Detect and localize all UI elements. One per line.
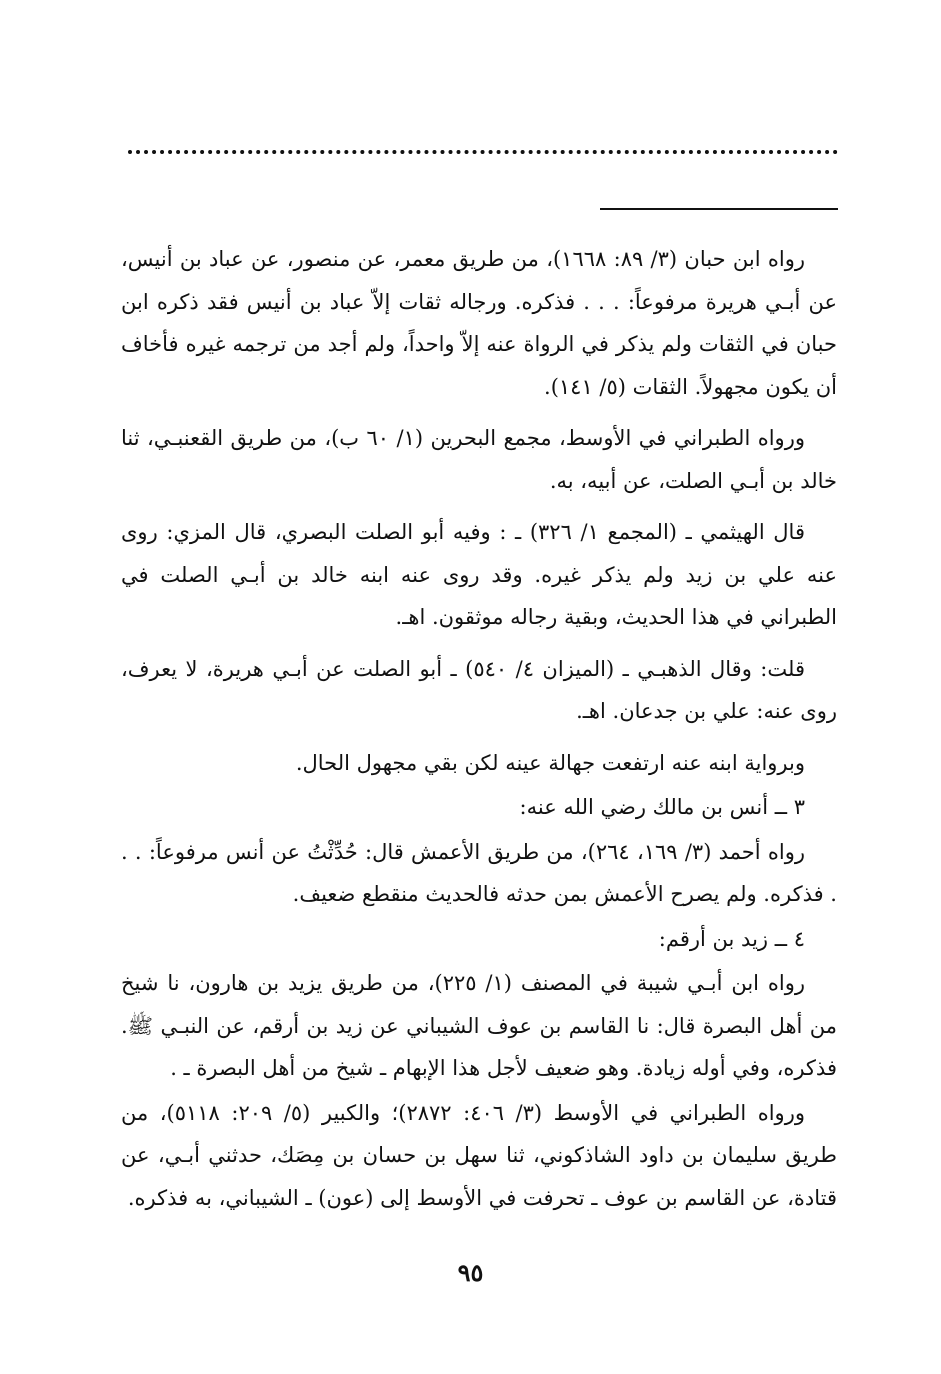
- section-heading-zayd: ٤ ــ زيد بن أرقم:: [658, 926, 805, 951]
- section-heading-anas: ٣ ــ أنس بن مالك رضي الله عنه:: [519, 795, 805, 819]
- paragraph-haythami: قال الهيثمي ـ (المجمع ١/ ٣٢٦) ـ : وفيه أبو الصلت البصري، قال المزي: روى عنه علي بن زيد ولم يذكر غيره. وقد روى عنه ابنه خالد بن أبـي الصلت في الطبراني في هذا الحديث، وبقية رجاله موثقون. اهـ.: [121, 520, 837, 629]
- footnote-rule: [600, 208, 838, 210]
- page-number: ٩٥: [457, 1258, 484, 1287]
- paragraph-ibn-abi-shayba: رواه ابن أبـي شيبة في المصنف (١/ ٢٢٥)، من طريق يزيد بن هارون، نا شيخ من أهل البصرة قال: نا القاسم بن عوف الشيباني عن زيد بن أرقم، عن النبـي ﷺ. فذكره، وفي أوله زيادة. وهو ضعيف لأجل هذا الإبهام ـ شيخ من أهل البصرة ـ .: [121, 971, 837, 1080]
- paragraph-dhahabi: قلت: وقال الذهبـي ـ (الميزان ٤/ ٥٤٠) ـ أبو الصلت عن أبـي هريرة، لا يعرف، روى عنه: علي بن جدعان. اهـ.: [121, 656, 837, 723]
- paragraph-ibn-hibban: رواه ابن حبان (٣/ ٨٩: ١٦٦٨)، من طريق معمر، عن منصور، عن عباد بن أنيس، عن أبـي هريرة مرفوعاً: . . . فذكره. ورجاله ثقات إلاّ عباد بن أنيس فقد ذكره ابن حبان في الثقات ولم يذكر في الرواة عنه إلاّ واحداً، ولم أجد من ترجمه غيره فأخاف أن يكون مجهولاً. الثقات (٥/ ١٤١).: [121, 247, 837, 399]
- dotted-separator: [128, 150, 838, 154]
- paragraph-tabarani-awsat: ورواه الطبراني في الأوسط، مجمع البحرين (١/ ٦٠ ب)، من طريق القعنبـي، ثنا خالد بن أبـي الصلت، عن أبيه، به.: [121, 426, 837, 493]
- body-text: [121, 238, 837, 1228]
- paragraph-ahmad: رواه أحمد (٣/ ١٦٩، ٢٦٤)، من طريق الأعمش قال: حُدِّثْتُ عن أنس مرفوعاً: . . . فذكره. ولم يصرح الأعمش بمن حدثه فالحديث منقطع ضعيف.: [121, 839, 837, 906]
- paragraph-tabarani-kabir: ورواه الطبراني في الأوسط (٣/ ٤٠٦: ٢٨٧٢)؛ والكبير (٥/ ٢٠٩: ٥١١٨)، من طريق سليمان بن داود الشاذكوني، ثنا سهل بن حسان بن مِصَك، حدثني أبـي، عن قتادة، عن القاسم بن عوف ـ تحرفت في الأوسط إلى (عون) ـ الشيباني، به فذكره.: [121, 1100, 837, 1210]
- paragraph-conclusion: وبرواية ابنه عنه ارتفعت جهالة عينه لكن بقي مجهول الحال.: [295, 750, 805, 775]
